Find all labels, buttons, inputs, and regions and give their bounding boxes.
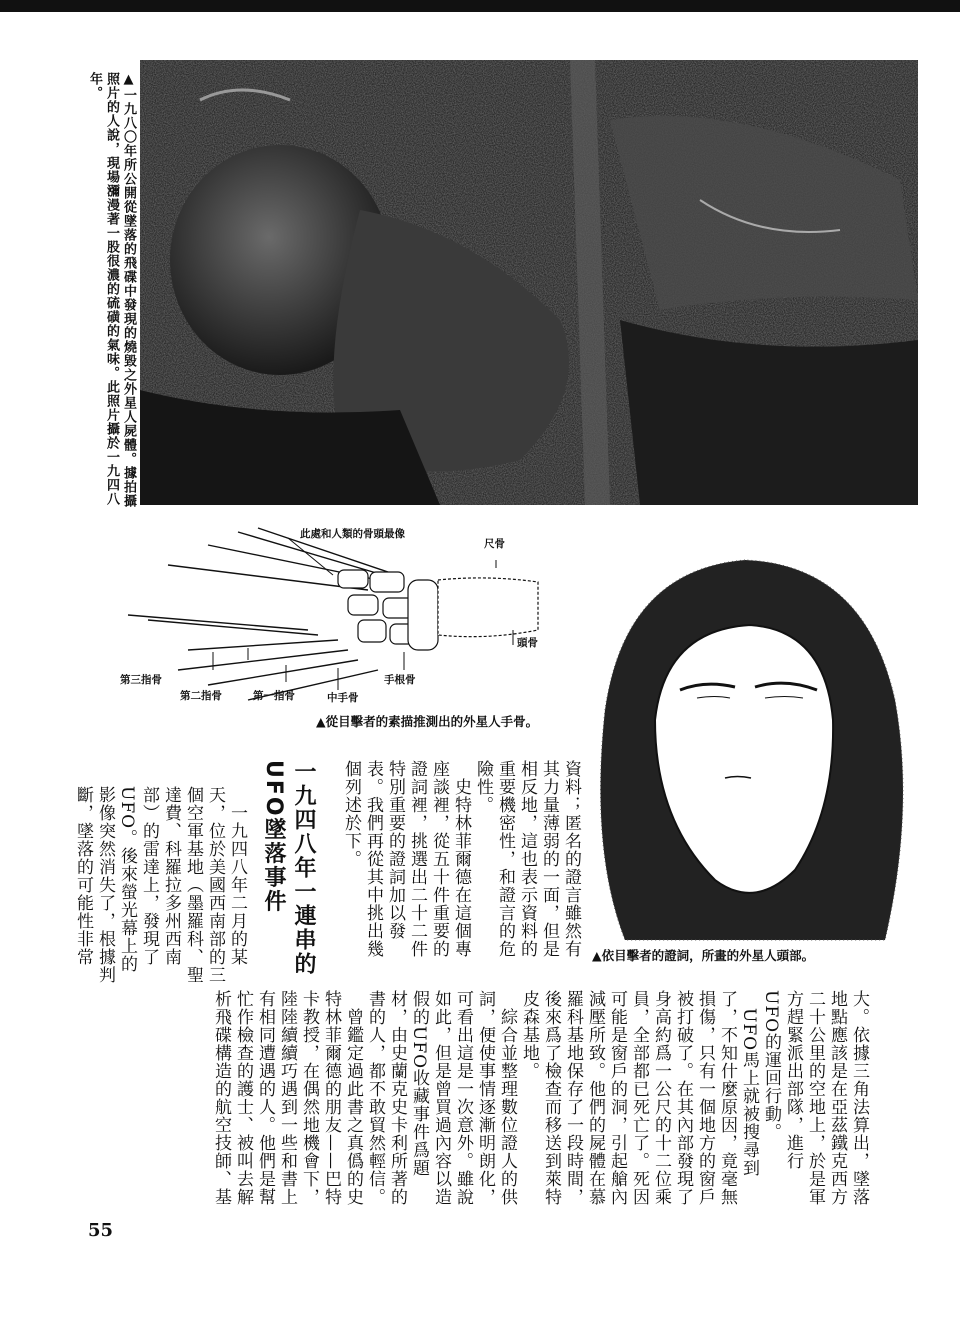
label-first-phalanx: 第一指骨 — [253, 690, 295, 702]
label-third-phalanx: 第三指骨 — [120, 674, 162, 686]
label-radius: 頭骨 — [517, 637, 538, 649]
top-border — [0, 0, 960, 12]
left-column-text: 一九四八年二月的某天，位於美國西南部的三個空軍基地（墨羅科、聖達費、科羅拉多州西南部）的雷達上，發現了UFO。後來螢光幕上的影像突然消失了，根據判斷，墜落的可能性非常 — [73, 786, 247, 984]
label-carpal: 手根骨 — [384, 674, 416, 686]
label-ulna: 尺骨 — [484, 538, 505, 550]
right-column-text: 大。依據三角法算出，墜落地點應該是在亞茲鐵克西方二十公里的空地上，於是軍方趕緊派出部隊，進行UFO的運回行動。 UFO馬上就被搜尋到了，不知什麼原因，竟毫無損傷，只有一個地方的窗戶被打破了。在其內部發現了身高約爲一公尺的十二位乘員，全部都已死亡了。死因可能是窗戶的洞，引起艙內減壓所致。他們的屍體在慕羅科基地保存了一段時間，後來爲了檢查而移送到萊特皮森基地。 綜合並整理數位證人的供詞，便使事情逐漸明朗化，可看出這是一次意外。雖說如此，但是曾買過內容以造假的UFO收藏事件爲題材，由史蘭克史卡利所著的書的人，都不敢貿然輕信。 曾鑑定過此書之真僞的史特林菲爾德的朋友——巴特卡教授，在偶然地機會下，陸陸續續巧遇到一些和書上有相同遭遇的人。他們是幫忙作檢查的護士、被叫去解析飛碟構造的航空技師、基 — [211, 990, 869, 1206]
alien-head-drawing — [585, 550, 915, 950]
label-second-phalanx: 第二指骨 — [180, 690, 222, 702]
face-caption: ▲依目擊者的證詞，所畫的外星人頭部。 — [592, 948, 815, 963]
hand-caption: ▲從目擊者的素描推測出的外星人手骨。 — [316, 714, 539, 729]
alien-corpse-photo — [140, 60, 918, 505]
page-number: 55 — [88, 1220, 114, 1241]
section-heading: 一九四八年一連串的UFO墜落事件 — [261, 760, 316, 976]
label-similar: 此處和人類的骨頭最像 — [300, 528, 405, 540]
mid-column-text: 資料；匿名的證言雖然有其力量薄弱的一面，但是相反地，這也表示資料的重要機密性，和證言的危險性。 史特林菲爾德在這個專座談裡，從五十件重要的證詞裡，挑選出二十二件特別重要的證詞加以發表。我們再從其中挑出幾個列述於下。 — [341, 760, 581, 958]
photo-caption: ▲一九八〇年所公開從墜落的飛碟中發現的燒毀之外星人屍體。據拍攝照片的人說，現場瀰漫著一股很濃的硫磺的氣味。此照片攝於一九四八年。 — [87, 72, 136, 508]
label-metacarpal: 中手骨 — [327, 692, 359, 704]
